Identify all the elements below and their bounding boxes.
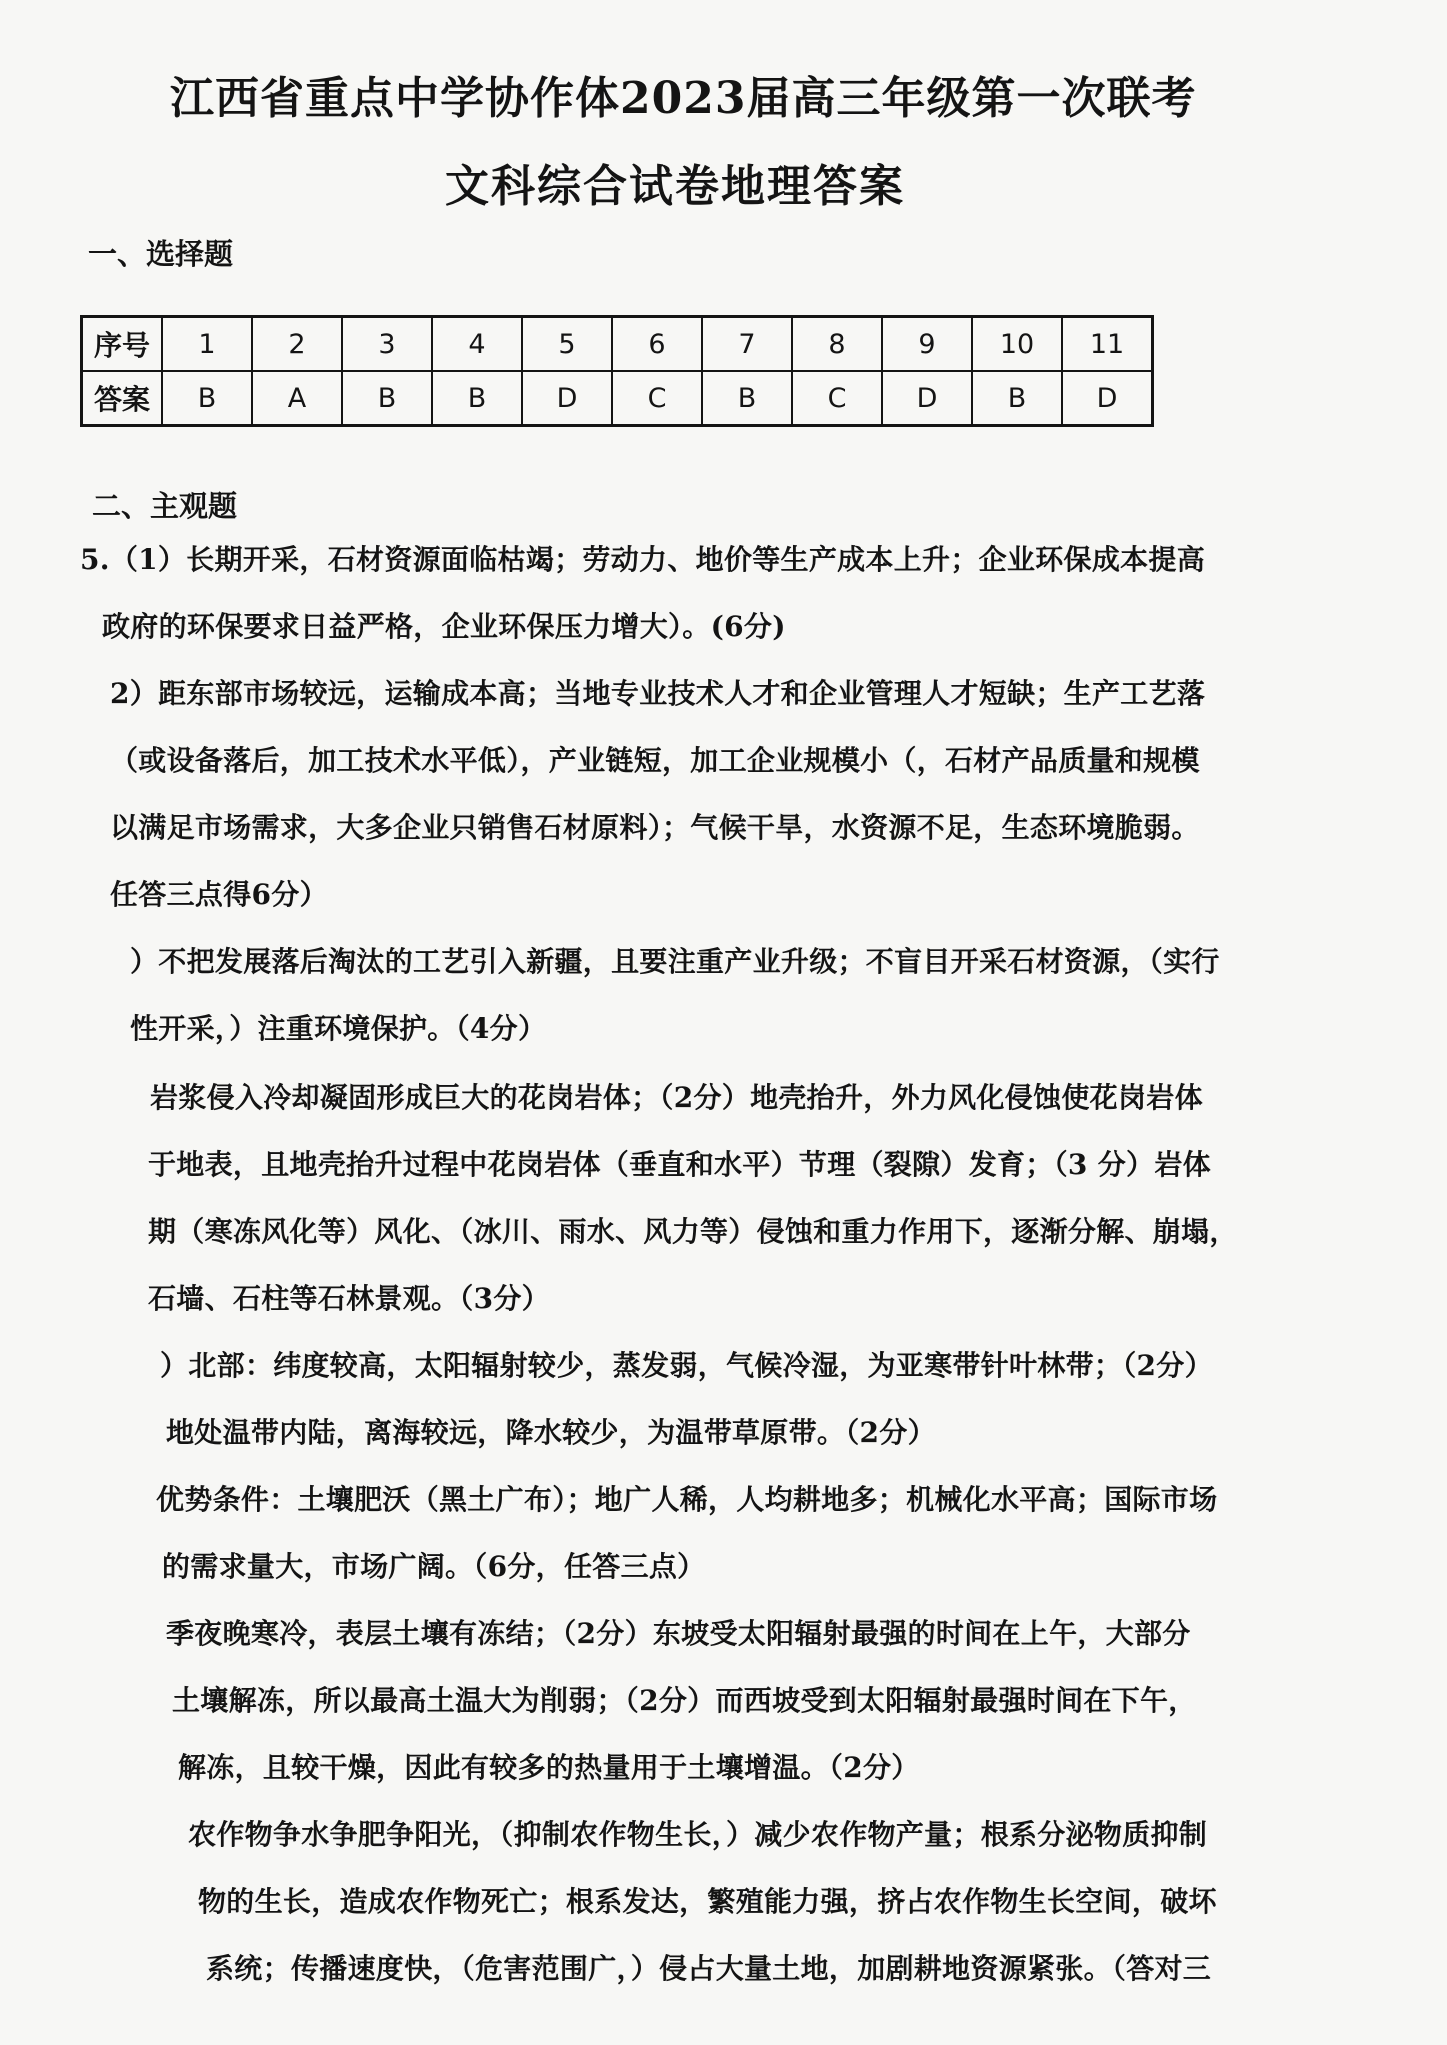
answer-cell: D bbox=[882, 371, 972, 426]
answer-line: 解冻，且较干燥，因此有较多的热量用于土壤增温。（2分） bbox=[178, 1751, 920, 1784]
answer-line: 的需求量大，市场广阔。（6分，任答三点） bbox=[162, 1550, 706, 1583]
table-row-answers bbox=[82, 371, 1153, 426]
answer-line: ）不把发展落后淘汰的工艺引入新疆，且要注重产业升级；不盲目开采石材资源，（实行 bbox=[130, 945, 1220, 978]
answer-line: ）北部：纬度较高，太阳辐射较少，蒸发弱，气候冷湿，为亚寒带针叶林带；（2分） bbox=[160, 1349, 1213, 1382]
question-number: 2 bbox=[252, 317, 342, 372]
answer-cell: A bbox=[252, 371, 342, 426]
answer-line: 石墙、石柱等石林景观。（3分） bbox=[148, 1282, 550, 1315]
row-label-answer: 答案 bbox=[82, 371, 163, 426]
answer-line: 岩浆侵入冷却凝固形成巨大的花岗岩体；（2分）地壳抬升，外力风化侵蚀使花岗岩体 bbox=[150, 1081, 1203, 1114]
answer-line: 5.（1）长期开采，石材资源面临枯竭；劳动力、地价等生产成本上升；企业环保成本提高 bbox=[80, 543, 1206, 576]
question-number: 11 bbox=[1062, 317, 1153, 372]
answer-line: 于地表，且地壳抬升过程中花岗岩体（垂直和水平）节理（裂隙）发育；（3 分）岩体 bbox=[148, 1148, 1211, 1181]
answer-line: 系统；传播速度快，（危害范围广，）侵占大量土地，加剧耕地资源紧张。（答对三 bbox=[206, 1952, 1212, 1985]
answer-cell: B bbox=[432, 371, 522, 426]
answer-line: 期（寒冻风化等）风化、（冰川、雨水、风力等）侵蚀和重力作用下，逐渐分解、崩塌， bbox=[148, 1215, 1238, 1248]
answer-cell: B bbox=[972, 371, 1062, 426]
answer-line: 任答三点得6分） bbox=[110, 878, 328, 911]
table-row-numbers bbox=[82, 317, 1153, 372]
answer-cell: B bbox=[162, 371, 252, 426]
answer-line: （或设备落后，加工技术水平低），产业链短，加工企业规模小（，石材产品质量和规模 bbox=[110, 744, 1200, 777]
title-line-1: 江西省重点中学协作体2023届高三年级第一次联考 bbox=[170, 73, 1197, 124]
question-number: 6 bbox=[612, 317, 702, 372]
title-line-2: 文科综合试卷地理答案 bbox=[445, 161, 905, 212]
question-number: 4 bbox=[432, 317, 522, 372]
section-heading-subjective: 二、主观题 bbox=[92, 489, 238, 523]
row-label-number: 序号 bbox=[82, 317, 163, 372]
question-number: 3 bbox=[342, 317, 432, 372]
answer-cell: D bbox=[522, 371, 612, 426]
answer-line: 农作物争水争肥争阳光，（抑制农作物生长，）减少农作物产量；根系分泌物质抑制 bbox=[188, 1818, 1208, 1851]
question-number: 9 bbox=[882, 317, 972, 372]
answer-cell: C bbox=[792, 371, 882, 426]
question-number: 1 bbox=[162, 317, 252, 372]
answer-line: 优势条件：土壤肥沃（黑土广布）；地广人稀，人均耕地多；机械化水平高；国际市场 bbox=[156, 1483, 1218, 1516]
answer-line: 物的生长，造成农作物死亡；根系发达，繁殖能力强，挤占农作物生长空间，破坏 bbox=[198, 1885, 1217, 1918]
answer-cell: B bbox=[342, 371, 432, 426]
question-number: 7 bbox=[702, 317, 792, 372]
answer-line: 性开采，）注重环境保护。（4分） bbox=[130, 1012, 547, 1045]
answer-cell: C bbox=[612, 371, 702, 426]
answer-line: 政府的环保要求日益严格，企业环保压力增大）。(6分) bbox=[102, 610, 786, 643]
answer-line: 2）距东部市场较远，运输成本高；当地专业技术人才和企业管理人才短缺；生产工艺落 bbox=[110, 677, 1206, 710]
answer-line: 地处温带内陆，离海较远，降水较少，为温带草原带。（2分） bbox=[166, 1416, 936, 1449]
answer-line: 土壤解冻，所以最高土温大为削弱；（2分）而西坡受到太阳辐射最强时间在下午， bbox=[172, 1684, 1197, 1717]
section-heading-choice: 一、选择题 bbox=[88, 237, 234, 271]
question-number: 5 bbox=[522, 317, 612, 372]
answer-cell: D bbox=[1062, 371, 1153, 426]
answer-table bbox=[80, 315, 1154, 427]
answer-line: 季夜晚寒冷，表层土壤有冻结；（2分）东坡受太阳辐射最强的时间在上午，大部分 bbox=[166, 1617, 1191, 1650]
answer-line: 以满足市场需求，大多企业只销售石材原料）；气候干旱，水资源不足，生态环境脆弱。 bbox=[110, 811, 1200, 844]
question-number: 8 bbox=[792, 317, 882, 372]
answer-cell: B bbox=[702, 371, 792, 426]
question-number: 10 bbox=[972, 317, 1062, 372]
